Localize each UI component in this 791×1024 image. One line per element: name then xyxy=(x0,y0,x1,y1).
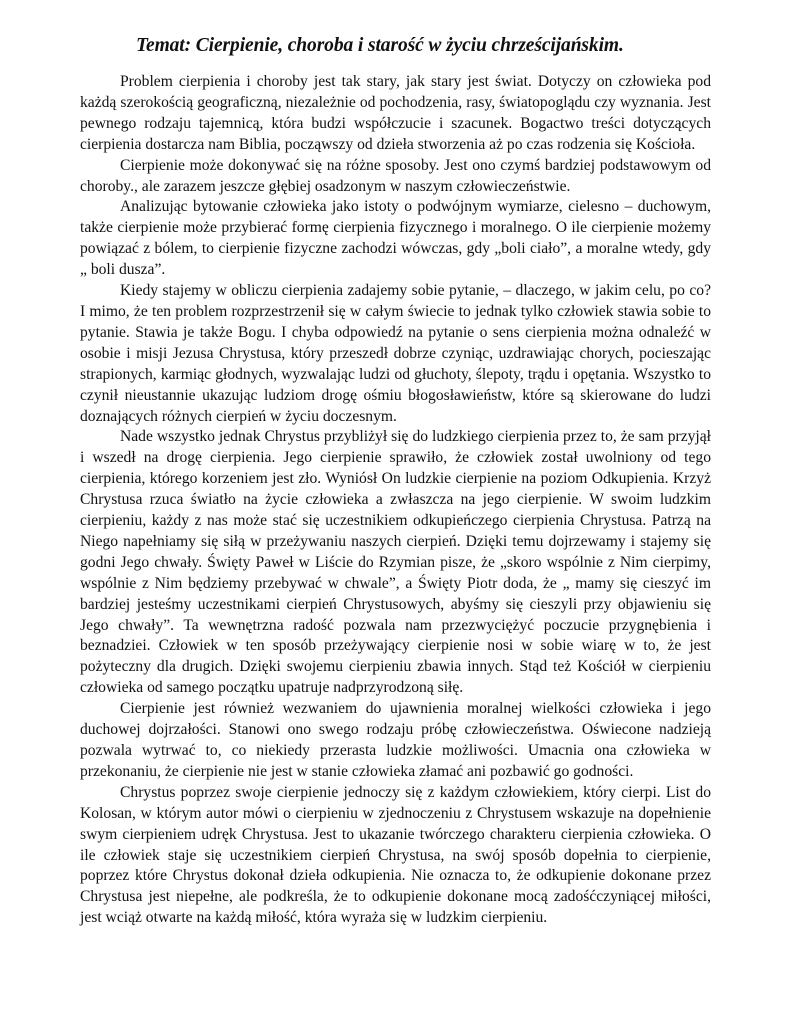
paragraph-7: Chrystus poprzez swoje cierpienie jednoczy się z każdym człowiekiem, który cierpi. List do Kolosan, w którym autor mówi o cierpieniu w zjednoczeniu z Chrystusem wskazuje na dopełnienie swym cierpieniem udręk Chrystusa. Jest to ukazanie twórczego charakteru cierpienia człowieka. O ile człowiek staje się uczestnikiem cierpień Chrystusa, na swój sposób dopełnia to cierpienie, poprzez które Chrystus dokonał dzieła odkupienia. Nie oznacza to, że odkupienie dokonane przez Chrystusa jest niepełne, ale podkreśla, że to odkupienie dokonane mocą zadośćczyniącej miłości, jest wciąż otwarte na każdą miłość, która wyraża się w ludzkim cierpieniu. xyxy=(80,783,711,927)
paragraph-4: Kiedy stajemy w obliczu cierpienia zadajemy sobie pytanie, – dlaczego, w jakim celu, po co? I mimo, że ten problem rozprzestrzenił się w całym świecie to jednak tylko człowiek stawia sobie to pytanie. Stawia je także Bogu. I chyba odpowiedź na pytanie o sens cierpienia można odnaleźć w osobie i misji Jezusa Chrystusa, który przeszedł dobrze czyniąc, uzdrawiając chorych, pocieszając strapionych, karmiąc głodnych, wyzwalając ludzi od głuchoty, ślepoty, trądu i opętania. Wszystko to czynił nieustannie ukazując ludziom drogę ośmiu błogosławieństw, które są skierowane do ludzi doznających różnych cierpień w życiu doczesnym. xyxy=(80,282,711,425)
paragraph-5: Nade wszystko jednak Chrystus przybliżył się do ludzkiego cierpienia przez to, że sam przyjął i wszedł na drogę cierpienia. Jego cierpienie sprawiło, że człowiek został uwolniony od tego cierpienia, którego korzeniem jest zło. Wyniósł On ludzkie cierpienie na poziom Odkupienia. Krzyż Chrystusa rzuca światło na życie człowieka a zwłaszcza na jego cierpienie. W swoim ludzkim cierpieniu, każdy z nas może stać się uczestnikiem odkupieńczego cierpienia Chrystusa. Patrzą na Niego napełniamy się siłą w przeżywaniu naszych cierpień. Dzięki temu dojrzewamy i stajemy się godni Jego chwały. Święty Paweł w Liście do Rzymian pisze, że „skoro wspólnie z Nim cierpimy, wspólnie z Nim będziemy przebywać w chwale”, a Święty Piotr doda, że „ mamy się cieszyć im bardziej jesteśmy uczestnikami cierpień Chrystusowych, abyśmy się cieszyli przy objawieniu się Jego chwały”. Ta wewnętrzna radość pozwala nam przezwyciężyć poczucie przygnębienia i beznadziei. Człowiek w ten sposób przeżywający cierpienie nosi w sobie wiarę w to, że jest pożyteczny dla drugich. Dzięki swojemu cierpieniu zbawia innych. Stąd też Kościół w cierpieniu człowieka od samego początku upatruje nadprzyrodzoną siłę. xyxy=(80,428,711,697)
paragraph-1: Problem cierpienia i choroby jest tak stary, jak stary jest świat. Dotyczy on człowieka pod każdą szerokością geograficzną, niezależnie od pochodzenia, rasy, światopoglądu czy wyznania. Jest pewnego rodzaju tajemnicą, która budzi współczucie i szacunek. Bogactwo treści dotyczących cierpienia dostarcza nam Biblia, począwszy od dzieła stworzenia aż po czas rodzenia się Kościoła. xyxy=(80,73,711,153)
paragraph-6: Cierpienie jest również wezwaniem do ujawnienia moralnej wielkości człowieka i jego duchowej dojrzałości. Stanowi ono swego rodzaju próbę człowieczeństwa. Oświecone nadzieją pozwala wytrwać to, co niekiedy przerasta ludzkie możliwości. Umacnia ona człowieka w przekonaniu, że cierpienie nie jest w stanie człowieka złamać ani pozbawić go godności. xyxy=(80,700,711,780)
paragraph-3: Analizując bytowanie człowieka jako istoty o podwójnym wymiarze, cielesno – duchowym, także cierpienie może przybierać formę cierpienia fizycznego i moralnego. O ile cierpienie możemy powiązać z bólem, to cierpienie fizyczne zachodzi wówczas, gdy „boli ciało”, a moralne wtedy, gdy „ boli dusza”. xyxy=(80,198,711,279)
document-title: Temat: Cierpienie, choroba i starość w życiu chrześcijańskim. xyxy=(136,35,624,56)
document-page xyxy=(80,34,711,929)
paragraph-2: Cierpienie może dokonywać się na różne sposoby. Jest ono czymś bardziej podstawowym od choroby., ale zarazem jeszcze głębiej osadzonym w naszym człowieczeństwie. xyxy=(80,156,711,195)
